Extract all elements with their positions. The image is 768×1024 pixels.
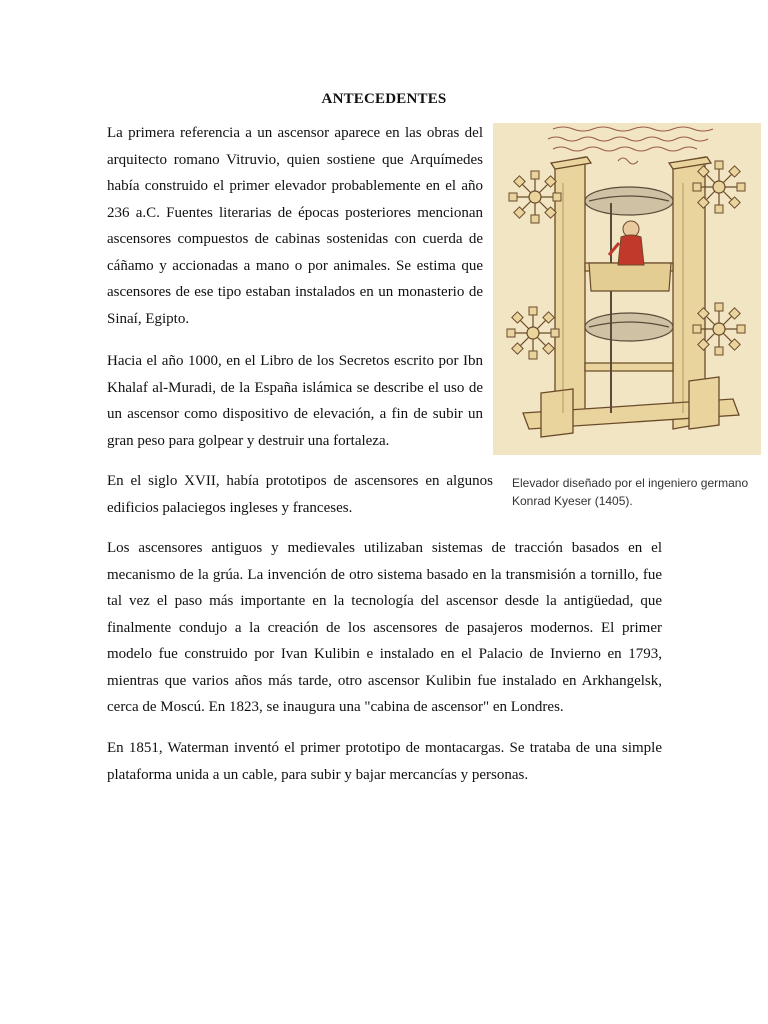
elevator-drawing bbox=[493, 123, 761, 455]
figure-caption: Elevador diseñado por el ingeniero germano Konrad Kyeser (1405). bbox=[512, 476, 749, 508]
wheel-1 bbox=[509, 171, 561, 223]
document-title: ANTECEDENTES bbox=[321, 91, 447, 107]
wheel-3 bbox=[507, 307, 559, 359]
medieval-elevator-illustration bbox=[493, 123, 761, 455]
paragraph-4: Los ascensores antiguos y medievales utilizaban sistemas de tracción basados en el mecanismo de la grúa. La invención de otro sistema basado en la transmisión a tornillo, fue tal vez el paso más importante en la tecnología del ascensor desde la antigüedad, que finalmente condujo a la creación de los ascensores de pasajeros modernos. El primer modelo fue construido por Ivan Kulibin e instalado en el Palacio de Invierno en 1793, mientras que varios años más tarde, otro ascensor Kulibin fue instalado en Arkhangelsk, cerca de Moscú. En 1823, se inaugura una "cabina de ascensor" en Londres. bbox=[107, 540, 662, 715]
wheel-2 bbox=[693, 161, 745, 213]
paragraph-5: En 1851, Waterman inventó el primer prototipo de montacargas. Se trataba de una simple plataforma unida a un cable, para subir y bajar mercancías y personas. bbox=[107, 740, 662, 783]
wheel-4 bbox=[693, 303, 745, 355]
paragraph-2: Hacia el año 1000, en el Libro de los Secretos escrito por Ibn Khalaf al-Muradi, de la España islámica se describe el uso de un ascensor como dispositivo de elevación, a fin de subir un gran peso para golpear y destruir una fortaleza. bbox=[107, 353, 483, 449]
paragraph-3: En el siglo XVII, había prototipos de ascensores en algunos edificios palaciegos ingleses y franceses. bbox=[107, 473, 493, 516]
paragraph-1: La primera referencia a un ascensor aparece en las obras del arquitecto romano Vitruvio, quien sostiene que Arquímedes había construido el primer elevador probablemente en el año 236 a.C. Fuentes literarias de épocas posteriores mencionan ascensores compuestos de cabinas sostenidas con cuerda de cáñamo y accionadas a mano o por animales. Se estima que ascensores de ese tipo estaban instalados en un monasterio de Sinaí, Egipto. bbox=[107, 125, 483, 327]
